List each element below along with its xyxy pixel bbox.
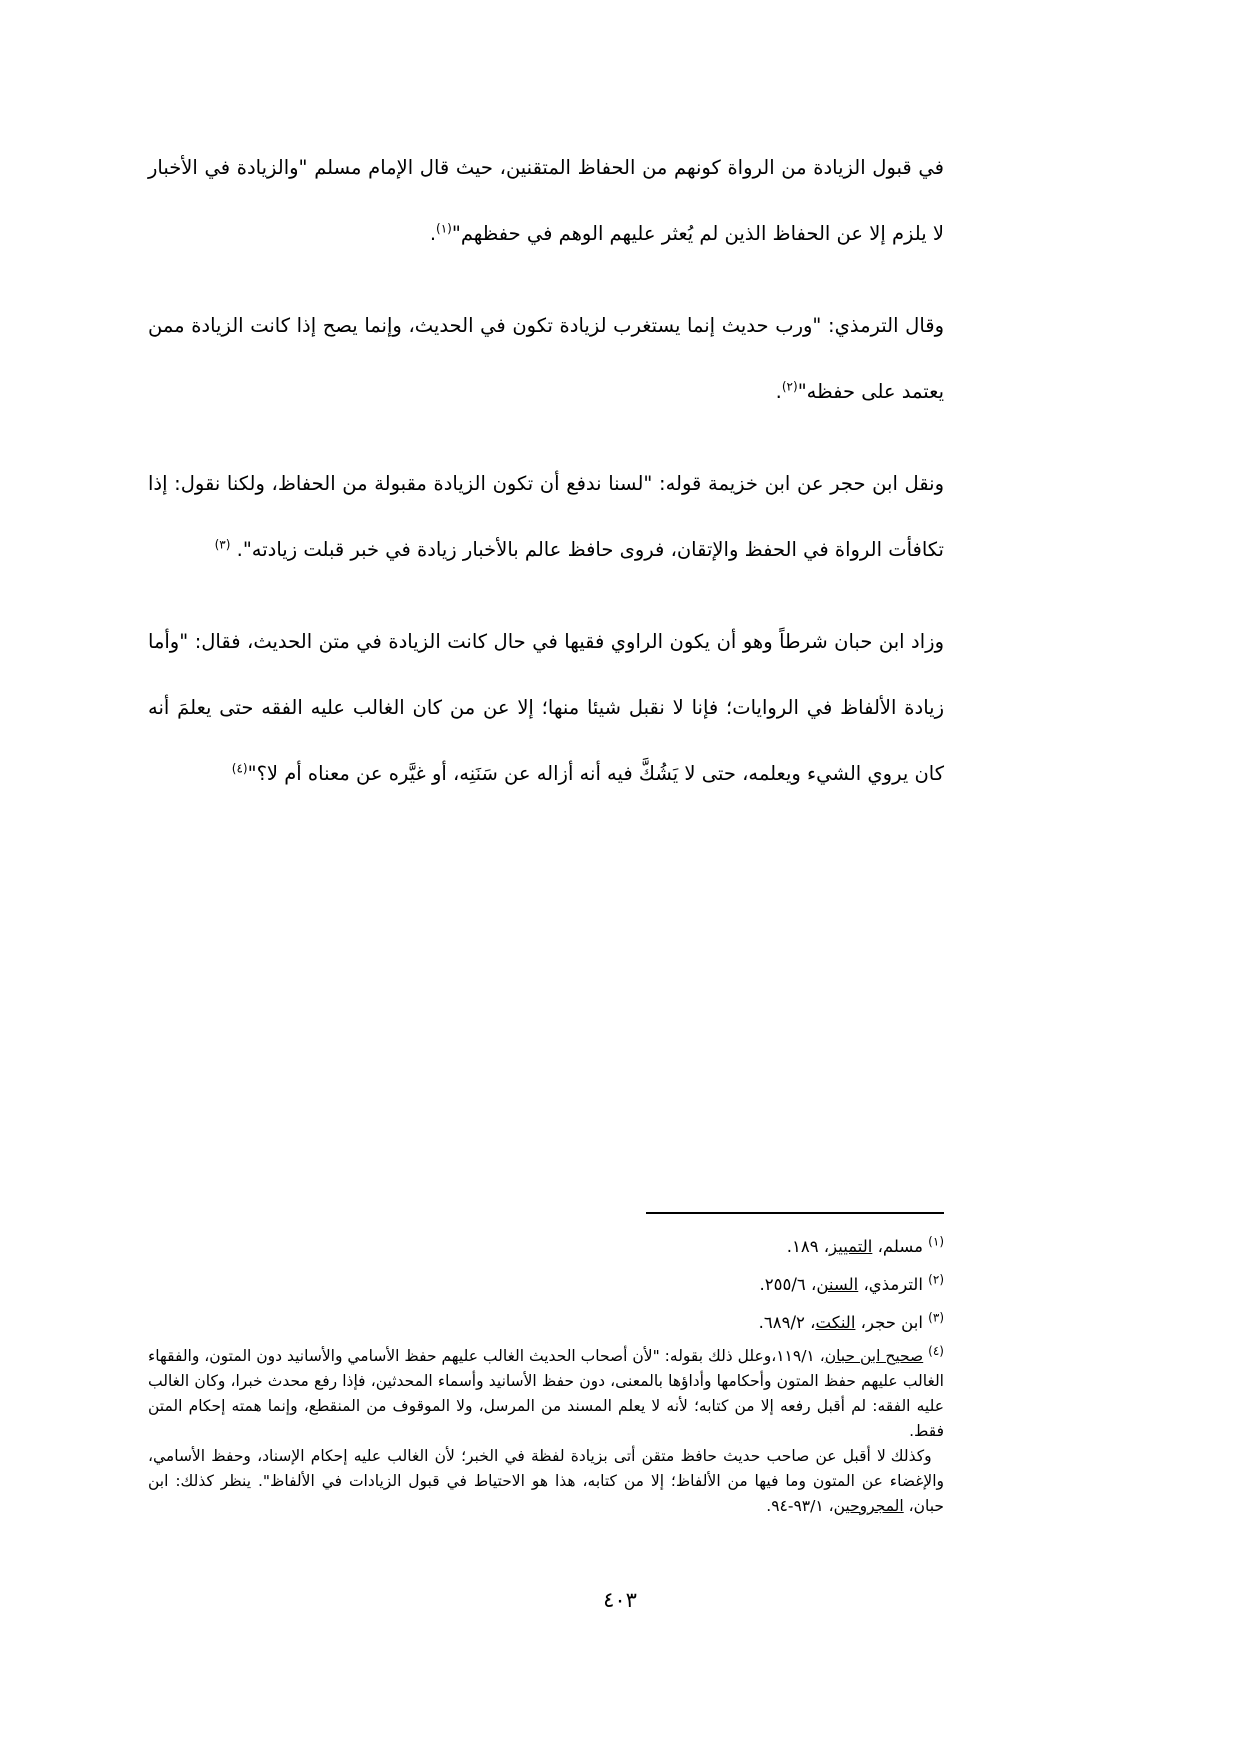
paragraph-2 <box>148 293 944 425</box>
footnote-4-line-b: والأسانيد دون المتون، والفقهاء الغالب عليهم حفظ المتون وأحكامها وأداؤها بالمعنى، دون حفظ الأسانيد وأسماء المحدثين، فإذا رفع محدث خبرا، وكان الغالب عليه الفقه: لم أقبل رفعه إلا من كتابه؛ لأنه لا يعلم المسند من المرسل، ولا الموقوف من المنقطع، وإنما همته إحكام المتن فقط. <box>148 1347 944 1440</box>
footnote-2-title: السنن <box>816 1275 859 1294</box>
footnote-2-author: الترمذي، <box>858 1275 923 1294</box>
footnote-2-ref: ، ٢٥٥/٦. <box>759 1275 817 1294</box>
paragraph-1-text: في قبول الزيادة من الرواة كونهم من الحفاظ المتقنين، حيث قال الإمام مسلم "والزيادة في الأخبار لا يلزم إلا عن الحفاظ الذين لم يُعثر عليهم الوهم في حفظهم" <box>148 156 944 245</box>
paragraph-1 <box>148 135 944 267</box>
paragraph-4 <box>148 609 944 807</box>
footnote-4-ref-2: ، ٩٣/١-٩٤. <box>766 1497 834 1515</box>
footnote-1 <box>148 1228 944 1266</box>
footnotes <box>148 1228 944 1519</box>
footnote-1-ref: ، ١٨٩. <box>786 1237 830 1256</box>
footnote-4-title: صحيح ابن حبان <box>824 1347 924 1365</box>
footnote-separator <box>646 1212 944 1214</box>
paragraph-1-end: . <box>429 222 437 245</box>
footnote-1-title: التمييز <box>829 1237 873 1256</box>
footnote-3-title: النكت <box>815 1313 856 1332</box>
paragraph-2-text: وقال الترمذي: "ورب حديث إنما يستغرب لزيادة تكون في الحديث، وإنما يصح إذا كانت الزيادة ممن يعتمد على حفظه" <box>148 314 944 403</box>
footnote-4-number: (٤) <box>928 1343 944 1358</box>
footnote-3-number: (٣) <box>928 1310 944 1325</box>
footnote-3-ref: ، ٦٨٩/٢. <box>758 1313 816 1332</box>
footnote-2-number: (٢) <box>928 1272 944 1287</box>
paragraph-2-end: . <box>775 380 782 403</box>
footnote-4-continued <box>148 1444 944 1519</box>
paragraph-4-text: وزاد ابن حبان شرطاً وهو أن يكون الراوي فقيها في حال كانت الزيادة في متن الحديث، فقال: "وأما زيادة الألفاظ في الروايات؛ فإنا لا نقبل شيئا منها؛ إلا عن من كان الغالب عليه الفقه حتى يعلمَ أنه كان يروي الشيء ويعلمه، حتى لا يَشُكَّ فيه أنه أزاله عن سَنَنِه، أو غيَّره عن معناه أم لا؟" <box>148 630 944 785</box>
footnote-4-line-c: وكذلك لا أقبل عن صاحب حديث حافظ متقن أتى بزيادة لفظة في الخبر؛ لأن الغالب عليه إحكام الإسناد، وحفظ الأسامي، والإغضاء عن المتون وما فيها من الألفاظ؛ إلا من كتابه، هذا هو الاحتياط في قبول الزيادات في الألفاظ". ينظر كذلك: ابن حبان، <box>148 1447 944 1515</box>
footnote-4-title-2: المجروحين <box>833 1497 904 1515</box>
footnote-1-number: (١) <box>928 1234 944 1249</box>
footnote-4-line-a: ، ١١٩/١،وعلل ذلك بقوله: "لأن أصحاب الحديث الغالب عليهم حفظ الأسامي <box>347 1347 825 1365</box>
footnote-ref-4[interactable]: (٤) <box>231 761 248 776</box>
footnote-4 <box>148 1344 944 1444</box>
paragraph-3 <box>148 451 944 583</box>
footnote-3-author: ابن حجر، <box>855 1313 923 1332</box>
footnote-ref-1[interactable]: (١) <box>436 221 452 236</box>
footnote-1-author: مسلم، <box>872 1237 923 1256</box>
footnote-2 <box>148 1266 944 1304</box>
footnote-3 <box>148 1304 944 1342</box>
main-text <box>148 135 944 807</box>
paragraph-3-text: ونقل ابن حجر عن ابن خزيمة قوله: "لسنا ندفع أن تكون الزيادة مقبولة من الحفاظ، ولكنا نقول: إذا تكافأت الرواة في الحفظ والإتقان، فروى حافظ عالم بالأخبار زيادة في خبر قبلت زيادته". <box>148 472 944 561</box>
footnote-ref-2[interactable]: (٢) <box>781 379 798 394</box>
footnote-ref-3[interactable]: (٣) <box>214 537 231 552</box>
page-number: ٤٠٣ <box>603 1588 637 1612</box>
